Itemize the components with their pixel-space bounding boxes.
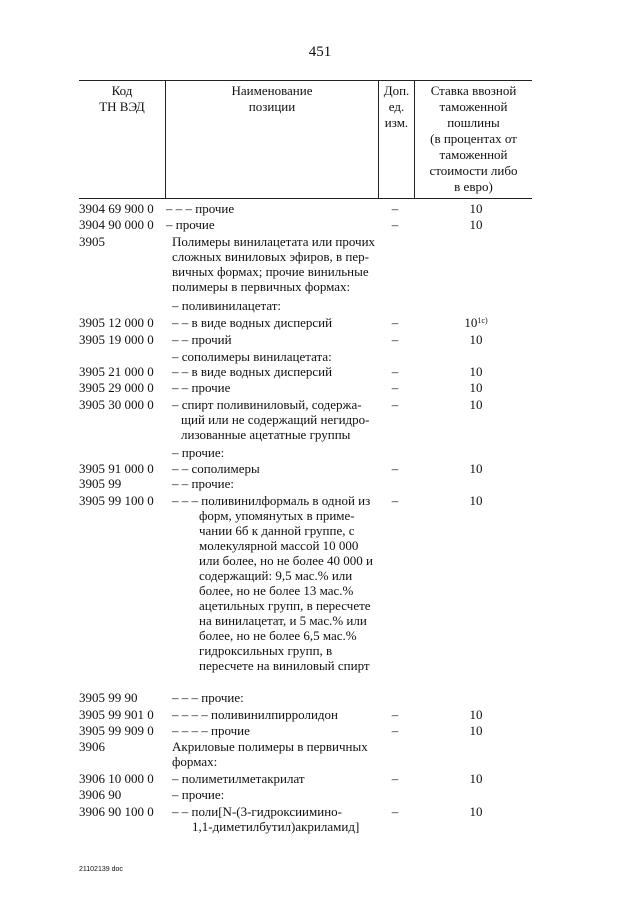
position-name: – – прочие (172, 380, 231, 395)
hs-code: 3906 90 (79, 787, 122, 802)
page-number: 451 (308, 44, 332, 60)
unit-dash: – (391, 380, 399, 395)
position-name: – прочие (166, 217, 215, 232)
duty-rate: 10 (469, 217, 483, 232)
position-name: – – – прочие (166, 201, 235, 216)
duty-rate: 10 (469, 723, 483, 738)
hs-code: 3906 (79, 739, 105, 754)
position-name: – – поли[N-(3-гидроксиимино- 1,1-диметилбутил)акриламид] (172, 804, 360, 834)
hs-code: 3905 99 901 0 (79, 707, 154, 722)
unit-dash: – (391, 804, 399, 819)
hs-code: 3906 10 000 0 (79, 771, 154, 786)
position-name: – – – поливинилформаль в одной из форм, упомянутых в приме- чании 6б к данной группе, с молекулярной массой 10 000 или более, но не более 40 000 и содержащий: 9,5 мас.% или более, но не более 13 мас.% ацетильных групп, в пересчете на винилацетат, и 5 мас.% или более, но не более 6,5 мас.% гидроксильных групп, в пересчете на виниловый спирт (172, 493, 373, 673)
document-footer: 21102139 doc (79, 866, 123, 873)
header-rate: Ставка ввозной таможенной пошлины (в процентах от таможенной стоимости либо в евро) (429, 83, 518, 194)
footnote-ref: 1с) (477, 316, 488, 325)
hs-code: 3905 99 100 0 (79, 493, 154, 508)
position-name: – поливинилацетат: (172, 298, 282, 313)
position-name: – – – прочие: (172, 690, 244, 705)
hs-code: 3905 91 000 0 (79, 461, 154, 476)
unit-dash: – (391, 364, 399, 379)
position-name: – – в виде водных дисперсий (172, 315, 333, 330)
unit-dash: – (391, 493, 399, 508)
hs-code: 3905 21 000 0 (79, 364, 154, 379)
hs-code: 3905 30 000 0 (79, 397, 154, 412)
duty-rate: 10 (469, 201, 483, 216)
position-name: – – – – прочие (172, 723, 250, 738)
unit-dash: – (391, 707, 399, 722)
unit-dash: – (391, 315, 399, 330)
hs-code: 3904 90 000 0 (79, 217, 154, 232)
duty-rate: $10^{1с)}$ (464, 315, 488, 330)
hs-code: 3905 99 90 (79, 690, 138, 705)
hs-code: 3906 90 100 0 (79, 804, 154, 819)
position-name: Полимеры винилацетата или прочих сложных виниловых эфиров, в пер- вичных формах; прочие винильные полимеры в первичных формах: (172, 234, 376, 294)
hs-code: 3905 12 000 0 (79, 315, 154, 330)
unit-dash: – (391, 332, 399, 347)
duty-rate: 10 (469, 461, 483, 476)
hs-code: 3905 99 (79, 476, 122, 491)
duty-rate: 10 (469, 332, 483, 347)
position-name: Акриловые полимеры в первичных формах: (172, 739, 368, 769)
duty-rate: 10 (469, 380, 483, 395)
position-name: – – прочие: (172, 476, 234, 491)
header-top-rule (79, 80, 532, 81)
header-code: Код ТН ВЭД (99, 83, 145, 114)
hs-code: 3905 99 909 0 (79, 723, 154, 738)
hs-code: 3904 69 900 0 (79, 201, 154, 216)
position-name: – – сополимеры (172, 461, 260, 476)
unit-dash: – (391, 201, 399, 216)
position-name: – полиметилметакрилат (172, 771, 305, 786)
header-bottom-rule (79, 198, 532, 199)
hs-code: 3905 29 000 0 (79, 380, 154, 395)
position-name: – – в виде водных дисперсий (172, 364, 333, 379)
position-name: – прочие: (172, 787, 225, 802)
header-name: Наименование позиции (231, 83, 313, 114)
hs-code: 3905 (79, 234, 105, 249)
position-name: – сополимеры винилацетата: (172, 349, 332, 364)
duty-rate: 10 (469, 493, 483, 508)
unit-dash: – (391, 771, 399, 786)
duty-rate: 10 (469, 364, 483, 379)
duty-rate: 10 (469, 397, 483, 412)
unit-dash: – (391, 217, 399, 232)
unit-dash: – (391, 461, 399, 476)
header-unit: Доп. ед. изм. (383, 83, 410, 130)
position-name: – – – – поливинилпирролидон (172, 707, 338, 722)
unit-dash: – (391, 397, 399, 412)
position-name: – прочие: (172, 445, 225, 460)
duty-rate: 10 (469, 707, 483, 722)
hs-code: 3905 19 000 0 (79, 332, 154, 347)
duty-rate: 10 (469, 804, 483, 819)
position-name: – – прочий (172, 332, 232, 347)
unit-dash: – (391, 723, 399, 738)
duty-rate: 10 (469, 771, 483, 786)
position-name: – спирт поливиниловый, содержа- щий или не содержащий негидро- лизованные ацетатные группы (172, 397, 370, 442)
